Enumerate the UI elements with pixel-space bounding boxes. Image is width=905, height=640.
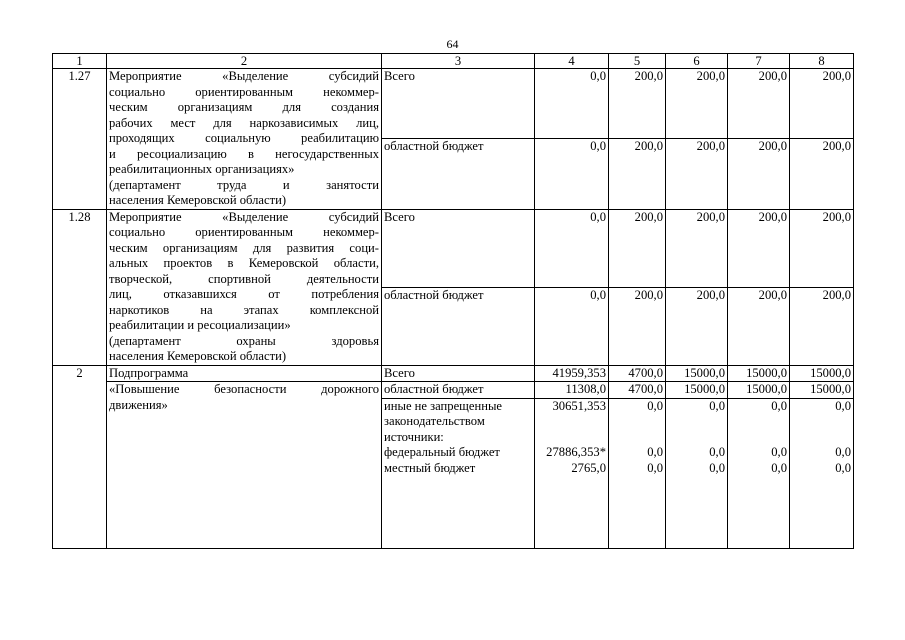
value-cell: 0,0 <box>771 398 787 413</box>
value-cell: 200,0 <box>790 139 854 209</box>
value-cell: 200,0 <box>728 287 790 365</box>
value-cell: 200,0 <box>790 69 854 139</box>
funding-source: областной бюджет <box>382 139 535 209</box>
value-cell: 200,0 <box>609 287 666 365</box>
value-stack <box>535 398 609 548</box>
value-cell: 0,0 <box>835 460 851 475</box>
value-cell: 11308,0 <box>535 382 609 399</box>
funding-source: областной бюджет <box>382 382 535 399</box>
description-line: альных проектов в Кемеровской области, <box>109 256 379 270</box>
value-cell: 0,0 <box>535 287 609 365</box>
description-line: ческим организациям для развития соци- <box>109 240 379 255</box>
value-cell: 0,0 <box>647 398 663 413</box>
description-line: социально ориентированным некоммер- <box>109 84 379 99</box>
item-description <box>107 209 382 365</box>
value-cell: 200,0 <box>609 209 666 287</box>
value-cell: 0,0 <box>771 445 787 459</box>
table-row <box>53 69 854 139</box>
value-cell: 27886,353* <box>546 445 606 459</box>
value-stack <box>728 398 790 548</box>
description-line: реабилитационных организациях» <box>109 162 295 176</box>
funding-source: источники: <box>384 429 444 444</box>
description-line: проходящих социальную реабилитацию <box>109 131 379 145</box>
value-cell: 200,0 <box>666 209 728 287</box>
value-cell: 0,0 <box>709 445 725 459</box>
description-line: движения» <box>109 397 168 412</box>
description-line: наркотиков на этапах комплексной <box>109 302 379 317</box>
value-cell: 200,0 <box>609 69 666 139</box>
value-cell: 0,0 <box>835 445 851 459</box>
page-number: 64 <box>446 37 459 51</box>
funding-source: законодательством <box>384 414 485 428</box>
description-line: творческой, спортивной деятельности <box>109 271 379 286</box>
value-cell: 0,0 <box>535 139 609 209</box>
header-cell: 2 <box>107 54 382 69</box>
funding-source: федеральный бюджет <box>384 445 500 459</box>
item-number: 2 <box>53 365 107 548</box>
value-cell: 200,0 <box>666 287 728 365</box>
description-line: (департамент охраны здоровья <box>109 333 379 348</box>
table-row <box>53 365 854 382</box>
funding-source: иные не запрещенные <box>384 398 502 413</box>
value-cell: 0,0 <box>535 209 609 287</box>
header-cell: 8 <box>790 54 854 69</box>
item-number: 1.28 <box>53 209 107 365</box>
value-cell: 15000,0 <box>666 382 728 399</box>
description-line: населения Кемеровской области) <box>109 193 287 207</box>
description-line: реабилитации и ресоциализации» <box>109 318 291 332</box>
value-cell: 200,0 <box>790 287 854 365</box>
value-cell: 200,0 <box>728 69 790 139</box>
item-description <box>107 382 382 549</box>
description-line: Мероприятие «Выделение субсидий <box>109 69 379 83</box>
value-cell: 41959,353 <box>535 365 609 382</box>
value-cell: 0,0 <box>647 460 663 475</box>
value-cell: 4700,0 <box>609 382 666 399</box>
description-line: ческим организациям для создания <box>109 100 379 114</box>
item-number: 1.27 <box>53 69 107 210</box>
header-cell: 6 <box>666 54 728 69</box>
header-cell: 7 <box>728 54 790 69</box>
header-cell: 5 <box>609 54 666 69</box>
funding-source: Всего <box>382 209 535 287</box>
description-line: Мероприятие «Выделение субсидий <box>109 209 379 224</box>
value-stack <box>790 398 854 548</box>
funding-source: Всего <box>382 69 535 139</box>
funding-source: местный бюджет <box>384 460 476 475</box>
value-cell: 4700,0 <box>609 365 666 382</box>
value-cell: 15000,0 <box>728 365 790 382</box>
value-cell: 0,0 <box>835 398 851 413</box>
funding-source-stack <box>382 398 535 548</box>
header-cell: 3 <box>382 54 535 69</box>
description-line: и ресоциализацию в негосударственных <box>109 146 379 161</box>
funding-source: областной бюджет <box>382 287 535 365</box>
description-line: рабочих мест для наркозависимых лиц, <box>109 115 379 130</box>
funding-source: Всего <box>382 365 535 382</box>
value-cell: 15000,0 <box>790 365 854 382</box>
value-cell: 30651,353 <box>552 398 606 413</box>
value-cell: 15000,0 <box>790 382 854 399</box>
value-cell: 15000,0 <box>728 382 790 399</box>
value-cell: 15000,0 <box>666 365 728 382</box>
description-line: «Повышение безопасности дорожного <box>109 382 379 396</box>
value-cell: 0,0 <box>771 460 787 475</box>
header-cell: 4 <box>535 54 609 69</box>
table-row <box>53 382 854 399</box>
value-cell: 200,0 <box>666 139 728 209</box>
value-cell: 200,0 <box>728 209 790 287</box>
description-line: лиц, отказавшихся от потребления <box>109 287 379 301</box>
description-line: социально ориентированным некоммер- <box>109 225 379 239</box>
header-row <box>53 54 854 69</box>
value-stack <box>609 398 666 548</box>
value-cell: 200,0 <box>609 139 666 209</box>
value-cell: 2765,0 <box>571 460 606 475</box>
budget-table <box>52 53 854 549</box>
subprogram-label: Подпрограмма <box>107 365 382 382</box>
header-cell: 1 <box>53 54 107 69</box>
value-stack <box>666 398 728 548</box>
table-row <box>53 209 854 287</box>
item-description <box>107 69 382 210</box>
value-cell: 0,0 <box>535 69 609 139</box>
value-cell: 0,0 <box>709 460 725 475</box>
value-cell: 200,0 <box>728 139 790 209</box>
description-line: (департамент труда и занятости <box>109 177 379 192</box>
value-cell: 200,0 <box>790 209 854 287</box>
value-cell: 200,0 <box>666 69 728 139</box>
value-cell: 0,0 <box>709 398 725 413</box>
description-line: населения Кемеровской области) <box>109 349 287 363</box>
value-cell: 0,0 <box>647 445 663 459</box>
